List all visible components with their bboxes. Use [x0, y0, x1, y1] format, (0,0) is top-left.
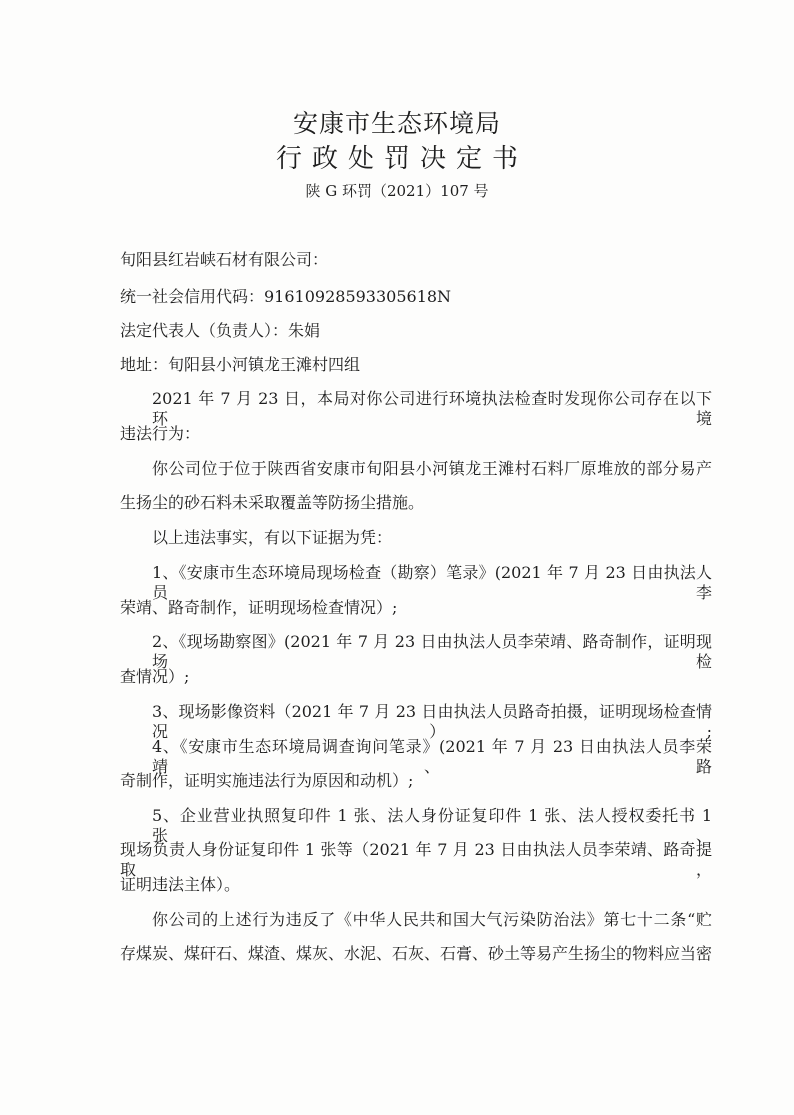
evidence-2-line-1: 2、《现场勘察图》(2021 年 7 月 23 日由执法人员李荣靖、路奇制作，证明现场检: [152, 632, 712, 671]
evidence-intro: 以上违法事实，有以下证据为凭：: [152, 528, 393, 547]
org-title: 安康市生态环境局: [292, 109, 501, 138]
doc-number: 陕 G 环罚（2021）107 号: [305, 182, 489, 200]
address: 地址：旬阳县小河镇龙王滩村四组: [120, 355, 361, 374]
paragraph-2-line-1: 你公司位于位于陕西省安康市旬阳县小河镇龙王滩村石料厂原堆放的部分易产: [152, 459, 712, 478]
evidence-4-line-2: 奇制作，证明实施违法行为原因和动机）;: [120, 771, 414, 790]
recipient-name: 旬阳县红岩峡石材有限公司：: [120, 250, 329, 269]
credit-code: 统一社会信用代码：91610928593305618N: [120, 287, 452, 306]
evidence-5-line-3: 证明违法主体）。: [120, 875, 241, 894]
evidence-1-line-2: 荣靖、路奇制作，证明现场检查情况）;: [120, 598, 398, 617]
paragraph-2-line-2: 生扬尘的砂石料未采取覆盖等防扬尘措施。: [120, 493, 425, 512]
paragraph-1-line-2: 违法行为：: [120, 424, 201, 443]
evidence-4-line-1: 4、《安康市生态环境局调查询问笔录》(2021 年 7 月 23 日由执法人员李荣靖、路: [152, 737, 712, 776]
evidence-1-line-1: 1、《安康市生态环境局现场检查（勘察）笔录》(2021 年 7 月 23 日由执法人员李: [152, 563, 712, 602]
paragraph-4-line-2: 存煤炭、煤矸石、煤渣、煤灰、水泥、石灰、石膏、砂土等易产生扬尘的物料应当密: [120, 944, 713, 963]
doc-title: 行政处罚决定书: [275, 144, 528, 174]
evidence-3: 3、现场影像资料（2021 年 7 月 23 日由执法人员路奇拍摄，证明现场检查情况）;: [152, 702, 712, 741]
legal-representative: 法定代表人（负责人）：朱娟: [120, 321, 321, 340]
evidence-5-line-2: 现场负责人身份证复印件 1 张等（2021 年 7 月 23 日由执法人员李荣靖、路奇提取，: [120, 840, 712, 879]
paragraph-1-line-1: 2021 年 7 月 23 日，本局对你公司进行环境执法检查时发现你公司存在以下环境: [152, 389, 712, 428]
evidence-5-line-1: 5、企业营业执照复印件 1 张、法人身份证复印件 1 张、法人授权委托书 1 张、: [152, 806, 712, 845]
paragraph-4-line-1: 你公司的上述行为违反了《中华人民共和国大气污染防治法》第七十二条“贮: [152, 910, 712, 929]
evidence-2-line-2: 查情况）;: [120, 667, 190, 686]
